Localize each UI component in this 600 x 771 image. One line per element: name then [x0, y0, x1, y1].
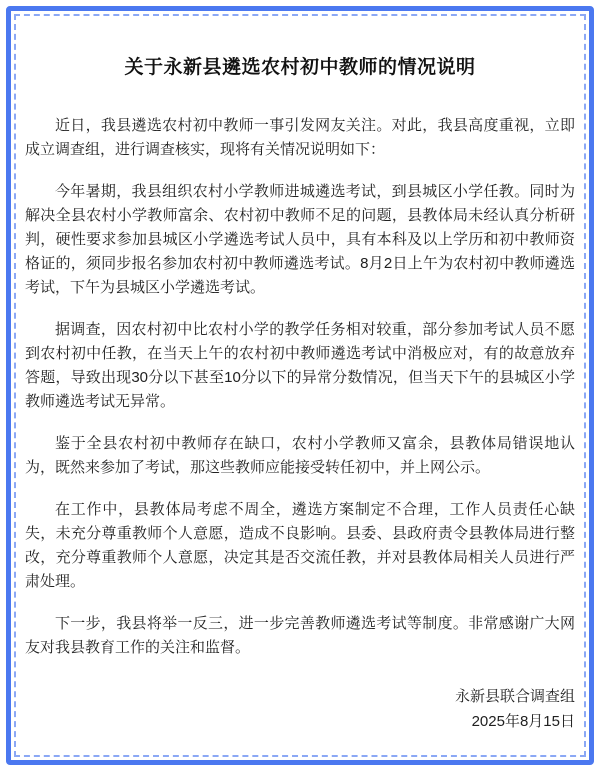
document-body: [16, 16, 584, 755]
document-title: 关于永新县遴选农村初中教师的情况说明: [124, 57, 476, 78]
paragraph-closing: 下一步，我县将举一反三，进一步完善教师遴选考试等制度。非常感谢广大网友对我县教育工作的关注和监督。: [25, 615, 575, 656]
paragraph-rectification: 在工作中，县教体局考虑不周全，遴选方案制定不合理，工作人员责任心缺失，未充分尊重教师个人意愿，造成不良影响。县委、县政府责令县教体局进行整改，充分尊重教师个人意愿，决定其是否交流任教，并对县教体局相关人员进行严肃处理。: [25, 501, 575, 590]
signature-organization: 永新县联合调查组: [454, 688, 575, 705]
paragraph-exam-arrangement: 今年暑期，我县组织农村小学教师进城遴选考试，到县城区小学任教。同时为解决全县农村小学教师富余、农村初中教师不足的问题，县教体局未经认真分析研判，硬性要求参加县城区小学遴选考试人员中，具有本科及以上学历和初中教师资格证的，须同步报名参加农村初中教师遴选考试。8月2日上午为农村初中教师遴选考试，下午为县城区小学遴选考试。: [25, 183, 575, 296]
paragraph-intro: 近日，我县遴选农村初中教师一事引发网友关注。对此，我县高度重视，立即成立调查组，进行调查核实，现将有关情况说明如下：: [25, 117, 575, 158]
signature-block: [25, 684, 575, 734]
paragraph-bureau-mistake: 鉴于全县农村初中教师存在缺口，农村小学教师又富余，县教体局错误地认为，既然来参加了考试，那这些教师应能接受转任初中，并上网公示。: [25, 435, 575, 476]
signature-date: 2025年8月15日: [471, 713, 575, 730]
paragraph-investigation-findings: 据调查，因农村初中比农村小学的教学任务相对较重，部分参加考试人员不愿到农村初中任教，在当天上午的农村初中教师遴选考试中消极应对，有的故意放弃答题，导致出现30分以下甚至10分以下的异常分数情况，但当天下午的县城区小学教师遴选考试无异常。: [25, 321, 575, 410]
